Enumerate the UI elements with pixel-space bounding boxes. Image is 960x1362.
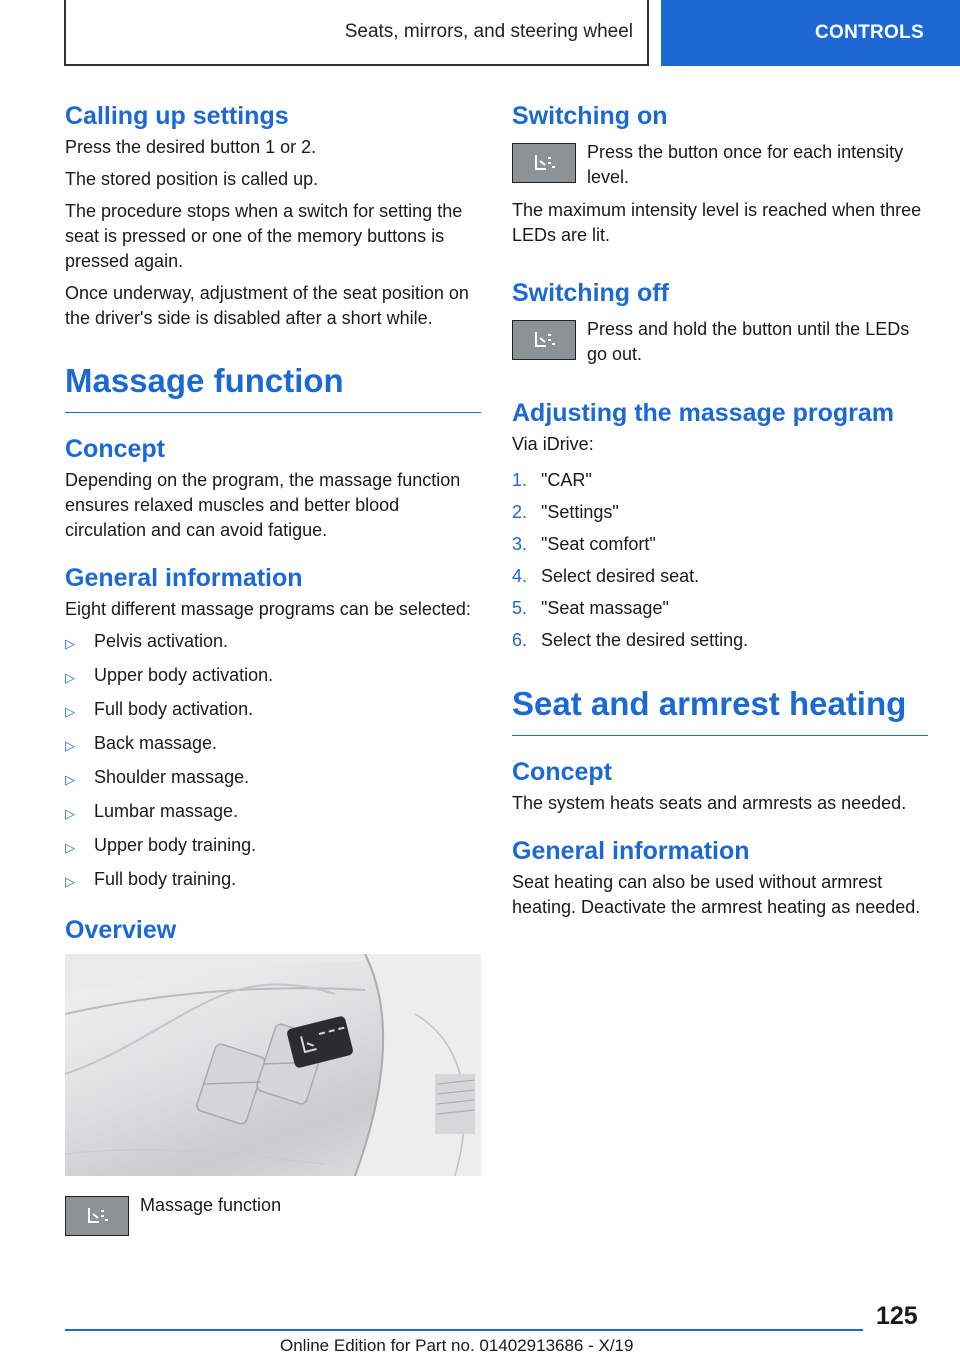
seat-panel-illustration bbox=[65, 954, 481, 1176]
switching-on-row bbox=[512, 143, 928, 190]
list-item: 4. Select desired seat. bbox=[512, 566, 700, 586]
massage-title: Massage function bbox=[65, 360, 481, 413]
heating-general-title: General information bbox=[512, 837, 750, 865]
list-item: ▷ Shoulder massage. bbox=[65, 765, 481, 792]
massage-concept-text: Depending on the program, the massage function ensures relaxed muscles and better blood circulation and can avoid fatigue. bbox=[65, 470, 461, 540]
list-item: ▷ Full body activation. bbox=[65, 697, 481, 724]
right-column bbox=[512, 100, 928, 927]
adjusting-intro: Via iDrive: bbox=[512, 434, 594, 454]
edition-text: Online Edition for Part no. 01402913686 - X/19 bbox=[280, 1336, 634, 1355]
footer-divider bbox=[65, 1329, 863, 1331]
list-item: 1. "CAR" bbox=[512, 470, 592, 490]
header-chapter-box bbox=[64, 0, 649, 66]
overview-caption: Massage function bbox=[140, 1195, 282, 1215]
header-section: CONTROLS bbox=[815, 22, 925, 43]
triangle-right-icon: ▷ bbox=[65, 874, 75, 889]
heating-concept-title: Concept bbox=[512, 758, 612, 786]
switching-off-button-text: Press and hold the button until the LEDs go out. bbox=[587, 319, 910, 364]
list-item: ▷ Full body training. bbox=[65, 867, 481, 894]
seat-massage-icon bbox=[512, 320, 576, 360]
list-item: ▷ Upper body activation. bbox=[65, 663, 481, 690]
switching-off-row bbox=[512, 320, 928, 367]
triangle-right-icon: ▷ bbox=[65, 636, 75, 651]
overview-caption-row bbox=[65, 1196, 481, 1236]
switching-on-button-text: Press the button once for each intensity level. bbox=[587, 142, 904, 187]
massage-general-text: Eight different massage programs can be selected: bbox=[65, 599, 471, 619]
calling-up-title: Calling up settings bbox=[65, 102, 289, 130]
calling-up-p1: Press the desired button 1 or 2. bbox=[65, 137, 317, 157]
header-chapter: Seats, mirrors, and steering wheel bbox=[344, 21, 633, 42]
seat-massage-icon bbox=[65, 1196, 129, 1236]
triangle-right-icon: ▷ bbox=[65, 738, 75, 753]
triangle-right-icon: ▷ bbox=[65, 704, 75, 719]
massage-program-list bbox=[65, 629, 481, 894]
seat-control-photo bbox=[65, 954, 481, 1176]
seat-massage-icon bbox=[512, 143, 576, 183]
list-item: 5. "Seat massage" bbox=[512, 598, 669, 618]
triangle-right-icon: ▷ bbox=[65, 840, 75, 855]
switching-off-title: Switching off bbox=[512, 279, 669, 307]
heating-title: Seat and armrest heating bbox=[512, 683, 928, 736]
triangle-right-icon: ▷ bbox=[65, 670, 75, 685]
heating-concept-text: The system heats seats and armrests as needed. bbox=[512, 793, 907, 813]
heating-general-text: Seat heating can also be used without armrest heating. Deactivate the armrest heating as needed. bbox=[512, 872, 921, 917]
calling-up-p2: The stored position is called up. bbox=[65, 169, 319, 189]
triangle-right-icon: ▷ bbox=[65, 806, 75, 821]
adjusting-title: Adjusting the massage program bbox=[512, 399, 895, 427]
header-section-tab[interactable] bbox=[661, 0, 960, 66]
list-item: ▷ Pelvis activation. bbox=[65, 629, 481, 656]
massage-concept-title: Concept bbox=[65, 435, 165, 463]
list-item: 2. "Settings" bbox=[512, 502, 619, 522]
adjusting-steps bbox=[512, 468, 928, 653]
page-number: 125 bbox=[876, 1302, 918, 1330]
calling-up-p3: The procedure stops when a switch for setting the seat is pressed or one of the memory buttons is pressed again. bbox=[65, 201, 463, 271]
left-column bbox=[65, 100, 481, 1244]
list-item: 6. Select the desired setting. bbox=[512, 630, 749, 650]
massage-general-title: General information bbox=[65, 564, 303, 592]
list-item: ▷ Back massage. bbox=[65, 731, 481, 758]
calling-up-p4: Once underway, adjustment of the seat position on the driver's side is disabled after a short while. bbox=[65, 283, 469, 328]
triangle-right-icon: ▷ bbox=[65, 772, 75, 787]
switching-on-title: Switching on bbox=[512, 102, 668, 130]
switching-on-text: The maximum intensity level is reached when three LEDs are lit. bbox=[512, 200, 922, 245]
list-item: ▷ Upper body training. bbox=[65, 833, 481, 860]
list-item: ▷ Lumbar massage. bbox=[65, 799, 481, 826]
list-item: 3. "Seat comfort" bbox=[512, 534, 656, 554]
overview-title: Overview bbox=[65, 916, 177, 944]
